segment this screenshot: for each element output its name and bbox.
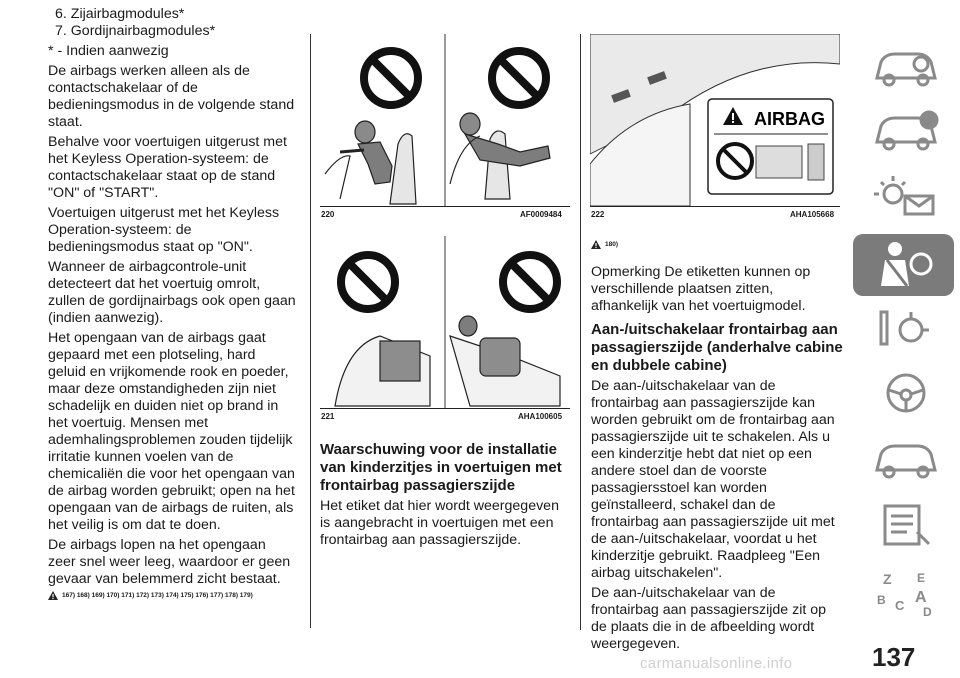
warning-ref — [591, 240, 618, 249]
list-item: 6. Zijairbagmodules* — [55, 6, 185, 22]
alphabet-index-icon — [871, 568, 941, 618]
paragraph: Voertuigen uitgerust met het Keyless Operation-systeem: de bedieningsmodus staat op "ON". — [48, 205, 280, 255]
prohibition-icon — [364, 51, 418, 105]
svg-text:E: E — [917, 571, 926, 585]
chapter-sidebar — [853, 0, 960, 678]
starting-driving-icon — [871, 306, 941, 352]
maintenance-list-icon — [871, 502, 941, 548]
lights-warning-icon — [871, 174, 941, 220]
figure-221-number: 221 — [321, 412, 335, 421]
car-dashboard-icon — [871, 44, 941, 90]
paragraph: De aan-/uitschakelaar van de frontairbag aan passagierszijde zit op de plaats die in de afbeelding wordt weergegeven. — [591, 585, 827, 652]
figure-222-illustration — [590, 34, 840, 206]
watermark: carmanualsonline.info — [640, 655, 793, 672]
figure-220-code: AF0009484 — [520, 210, 562, 219]
page-number: 137 — [872, 642, 916, 672]
left-column — [48, 6, 296, 600]
figure-220 — [320, 34, 570, 207]
car-info-icon — [871, 108, 941, 154]
column-divider — [310, 34, 311, 628]
figure-221-code: AHA100605 — [518, 412, 563, 421]
paragraph: De airbags werken alleen als de contactschakelaar of de bedieningsmodus in de volgende stand staat. — [48, 63, 295, 130]
warning-ref-text: 180) — [605, 241, 619, 248]
svg-text:Z: Z — [883, 571, 892, 587]
note: Opmerking De etiketten kunnen op verschillende plaatsen zitten, afhankelijk van het voertuigmodel. — [591, 264, 811, 314]
warning-refs-text: 167) 168) 169) 170) 171) 172) 173) 174) 175) 176) 177) 178) 179) — [62, 592, 253, 599]
sidebar-tab-dashboard[interactable] — [859, 36, 953, 98]
sidebar-tab-index[interactable] — [859, 562, 953, 624]
airbag-label-text: AIRBAG — [754, 109, 825, 129]
svg-text:B: B — [877, 593, 886, 607]
svg-text:A: A — [915, 589, 927, 606]
section-heading: Aan-/uitschakelaar frontairbag aan passagierszijde (anderhalve cabine en dubbele cabine) — [591, 321, 843, 374]
svg-text:D: D — [923, 605, 932, 618]
figure-222-number: 222 — [591, 210, 605, 219]
sidebar-tab-maintenance[interactable] — [859, 494, 953, 556]
sidebar-tab-car-info[interactable] — [859, 100, 953, 162]
sidebar-tab-starting[interactable] — [859, 298, 953, 360]
warning-refs — [48, 591, 296, 600]
prohibition-icon — [341, 255, 395, 309]
figure-220-illustration — [320, 34, 570, 206]
figure-222-code: AHA105668 — [790, 210, 835, 219]
prohibition-icon — [492, 51, 546, 105]
paragraph: De airbags lopen na het opengaan zeer snel weer leeg, waardoor er geen gevaar van belemmerd zicht bestaat. — [48, 537, 291, 587]
figure-222 — [590, 34, 840, 207]
section-heading: Waarschuwing voor de installatie van kinderzitjes in voertuigen met frontairbag passagierszijde — [320, 441, 562, 494]
middle-text — [320, 441, 570, 552]
paragraph: Het etiket dat hier wordt weergegeven is aangebracht in voertuigen met een frontairbag aan passagierszijde. — [320, 498, 559, 548]
list-item: 7. Gordijnairbagmodules* — [55, 23, 216, 39]
paragraph: Wanneer de airbagcontrole-unit detecteert dat het voertuig omrolt, zullen de gordijnairbags ook open gaan (indien aanwezig). — [48, 259, 296, 326]
figure-220-number: 220 — [321, 210, 335, 219]
paragraph: Het opengaan van de airbags gaat gepaard met een plotseling, hard geluid en vrijkomende rook en poeder, maar deze omstandigheden zijn niet schadelijk en duiden niet op brand in het voertuig. Mensen met ademhalingsproblemen zouden tijdelijk irritatie kunnen voelen van de chemicaliën die voor het opengaan van de airbag worden gebruikt; open na het opengaan van de airbags de ruiten, als het veilig is om dat te doen. — [48, 330, 295, 533]
figure-221 — [320, 236, 570, 409]
column-divider — [580, 34, 581, 630]
sidebar-tab-service[interactable] — [859, 428, 953, 490]
prohibition-icon — [503, 255, 557, 309]
right-text — [591, 264, 843, 656]
sidebar-tab-lights[interactable] — [859, 166, 953, 228]
seatbelt-airbag-icon — [869, 240, 939, 290]
sidebar-tab-safety[interactable] — [853, 234, 954, 296]
paragraph: Behalve voor voertuigen uitgerust met het Keyless Operation-systeem: de contactschakelaar staat op de stand "ON" of "START". — [48, 134, 287, 201]
car-service-icon — [871, 436, 941, 482]
figure-221-illustration — [320, 236, 570, 408]
paragraph: De aan-/uitschakelaar van de frontairbag aan passagierszijde kan worden gebruikt om de frontairbag aan passagierszijde uit te schakelen. Als u een kinderzitje hebt dat niet op een andere stoel dan de voorste passagiersstoel kan worden geïnstalleerd, schakel dan de frontairbag aan passagierszijde uit met de aan-/uitschakelaar, voordat u het kinderzitje gebruikt. Raadpleeg "Een airbag uitschakelen". — [591, 378, 835, 581]
footnote: * - Indien aanwezig — [48, 43, 169, 59]
steering-wheel-icon — [871, 370, 941, 416]
warning-triangle-icon — [48, 591, 58, 600]
warning-triangle-icon — [591, 240, 601, 249]
sidebar-tab-steering[interactable] — [859, 362, 953, 424]
svg-text:C: C — [895, 598, 905, 613]
